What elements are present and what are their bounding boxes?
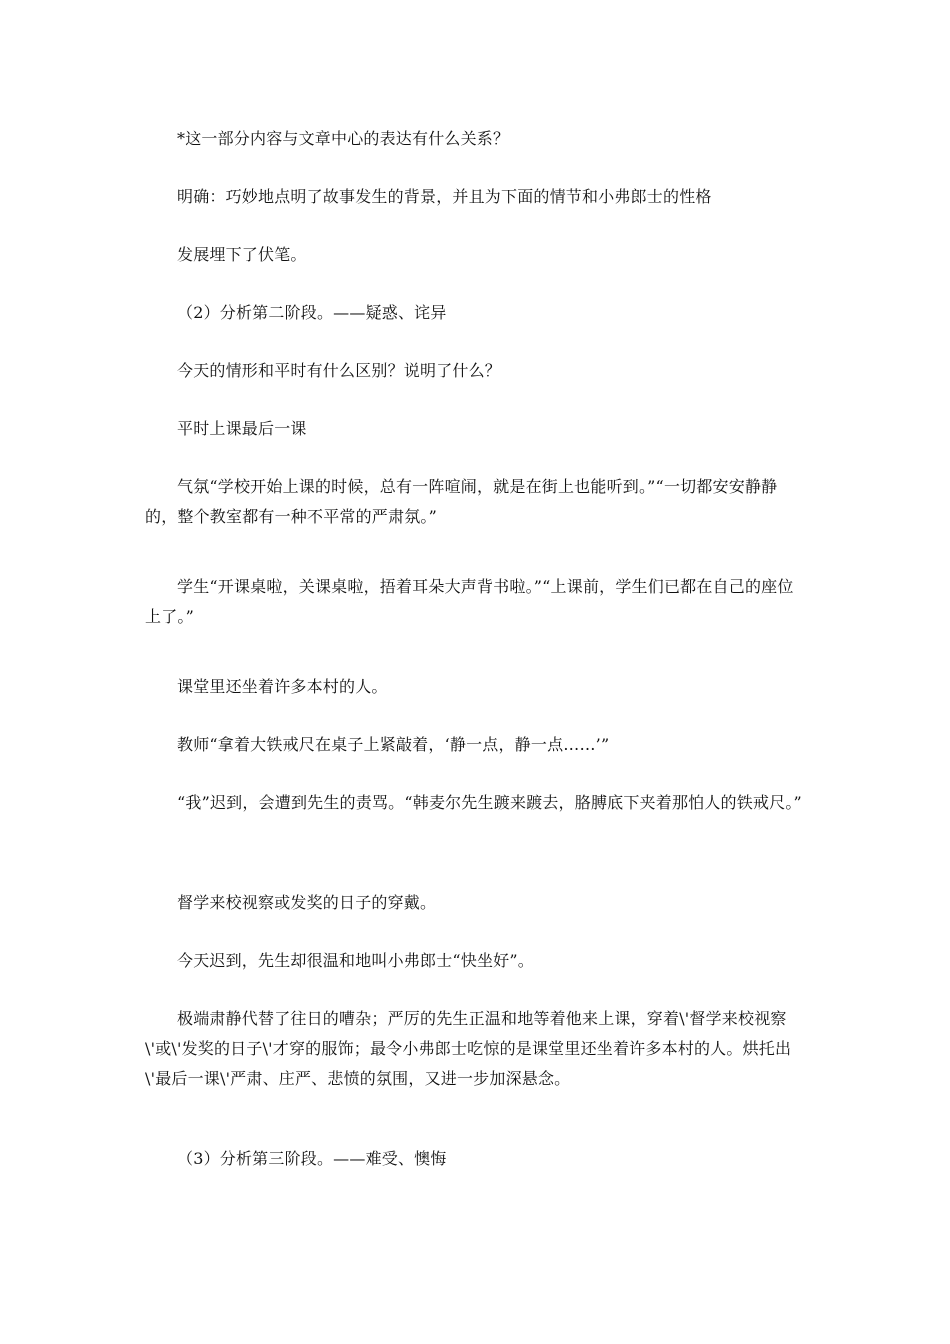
paragraph-villagers: 课堂里还坐着许多本村的人。 [177, 677, 388, 696]
paragraph-attire: 督学来校视察或发奖的日子的穿戴。 [177, 893, 437, 912]
paragraph-late: “我”迟到，会遭到先生的责骂。“韩麦尔先生踱来踱去，胳膊底下夹着那怕人的铁戒尺。” [177, 793, 802, 812]
paragraph-today-late: 今天迟到，先生却很温和地叫小弗郎士“快坐好”。 [177, 951, 534, 970]
paragraph-students: 学生“开课桌啦，关课桌啦，捂着耳朵大声背书啦。”“上课前，学生们已都在自己的座位上了。” [145, 577, 794, 626]
paragraph-teacher: 教师“拿着大铁戒尺在桌子上紧敲着，‘静一点，静一点……’” [177, 735, 610, 754]
section-heading-stage-two: （2）分析第二阶段。——疑惑、诧异 [177, 303, 447, 322]
paragraph-question-difference: 今天的情形和平时有什么区别？说明了什么？ [177, 361, 502, 380]
section-heading-stage-three: （3）分析第三阶段。——难受、懊悔 [177, 1149, 447, 1168]
paragraph-summary: 极端肃静代替了往日的嘈杂；严厉的先生正温和地等着他来上课，穿着\'督学来校视察\'或\'发奖的日子\'才穿的服饰；最令小弗郎士吃惊的是课堂里还坐着许多本村的人。烘托出\'最后一课\'严肃、庄严、悲愤的氛围，又进一步加深悬念。 [145, 1009, 792, 1088]
paragraph-question-center: *这一部分内容与文章中心的表达有什么关系？ [177, 129, 510, 148]
paragraph-answer: 明确：巧妙地点明了故事发生的背景，并且为下面的情节和小弗郎士的性格 [177, 187, 712, 206]
paragraph-answer-continued: 发展埋下了伏笔。 [177, 245, 307, 264]
paragraph-atmosphere: 气氛“学校开始上课的时候，总有一阵喧闹，就是在街上也能听到。”“一切都安安静静的，整个教室都有一种不平常的严肃氛。” [145, 477, 778, 526]
paragraph-comparison-header: 平时上课最后一课 [177, 419, 307, 438]
